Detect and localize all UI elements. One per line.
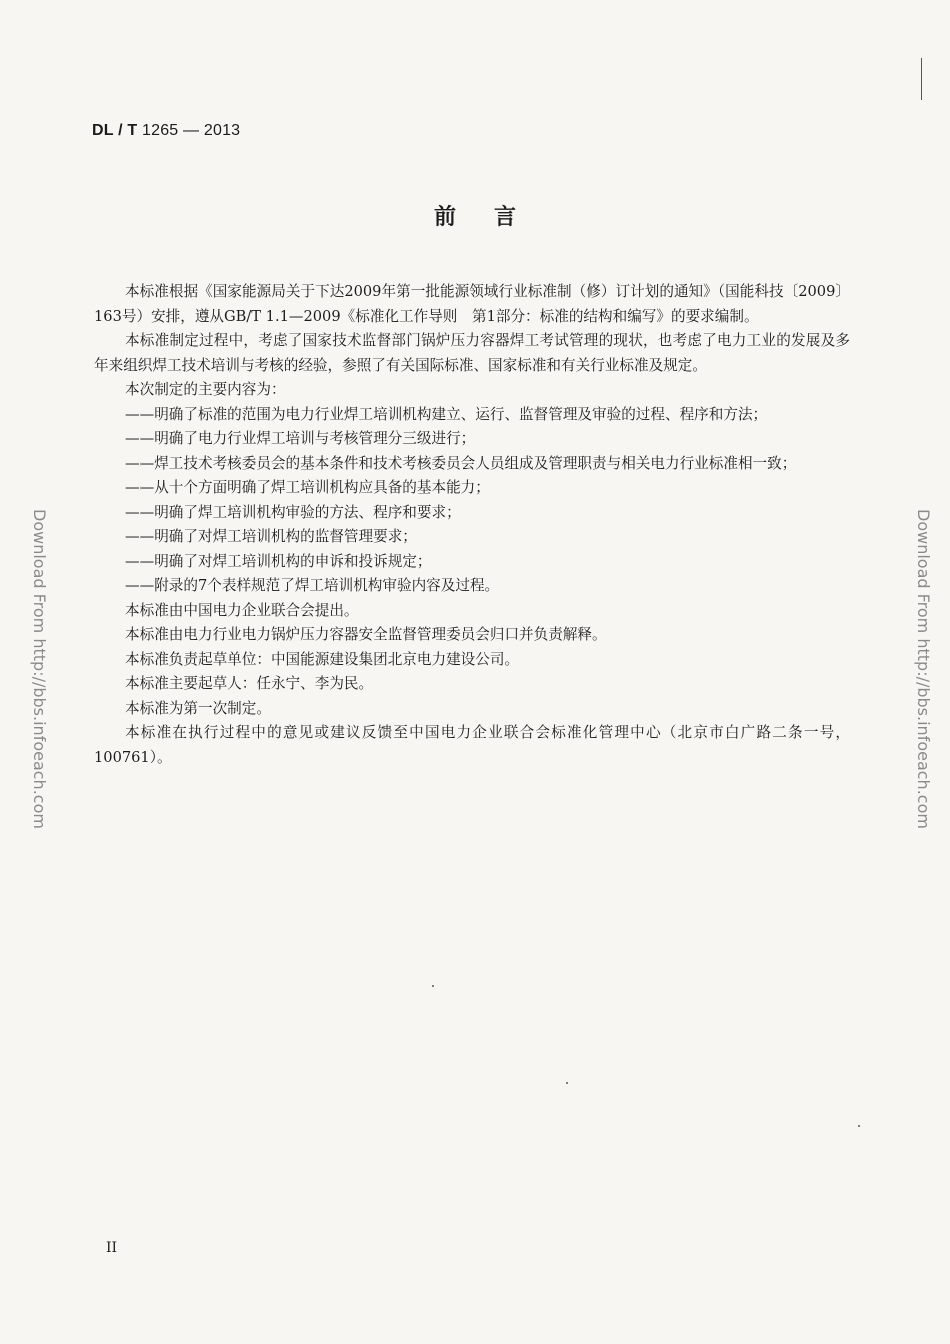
paragraph: 本标准由电力行业电力锅炉压力容器安全监督管理委员会归口并负责解释。 [125, 626, 607, 643]
scan-speck [432, 985, 434, 987]
list-item: ——明确了焊工培训机构审验的方法、程序和要求； [125, 503, 461, 521]
document-code [92, 122, 240, 140]
page-number: II [106, 1240, 118, 1256]
list-item: ——明确了对焊工培训机构的申诉和投诉规定； [125, 552, 432, 570]
list-item: ——明确了电力行业焊工培训与考核管理分三级进行； [125, 430, 476, 447]
scan-speck [566, 1082, 568, 1084]
preface-body [94, 280, 850, 770]
document-code-number: 1265 — 2013 [137, 122, 241, 139]
watermark-right: Download From http://bbs.infoeach.com [914, 509, 933, 829]
scan-speck [858, 1125, 860, 1127]
paragraph: 本标准主要起草人：任永宁、李为民。 [125, 675, 374, 692]
watermark-left: Download From http://bbs.infoeach.com [30, 509, 49, 829]
paragraph: 本标准由中国电力企业联合会提出。 [125, 601, 359, 619]
paragraph: 本标准根据《国家能源局关于下达2009年第一批能源领域行业标准制（修）订计划的通知》（国能科技〔2009〕163号）安排，遵从GB/T 1.1—2009《标准化工作导则 第1部分：标准的结构和编写》的要求编制。 [94, 283, 850, 325]
list-item: ——焊工技术考核委员会的基本条件和技术考核委员会人员组成及管理职责与相关电力行业标准相一致； [125, 454, 797, 472]
paragraph: 本次制定的主要内容为： [125, 381, 286, 398]
paragraph: 本标准为第一次制定。 [125, 699, 271, 717]
scan-edge-line [921, 58, 922, 100]
paragraph: 本标准在执行过程中的意见或建议反馈至中国电力企业联合会标准化管理中心（北京市白广路二条一号，100761）。 [94, 724, 850, 766]
paragraph: 本标准制定过程中，考虑了国家技术监督部门锅炉压力容器焊工考试管理的现状，也考虑了电力工业的发展及多年来组织焊工技术培训与考核的经验，参照了有关国际标准、国家标准和有关行业标准及规定。 [94, 332, 850, 374]
document-code-prefix: DL / T [92, 122, 138, 139]
list-item: ——附录的7个表样规范了焊工培训机构审验内容及过程。 [125, 577, 500, 594]
list-item: ——明确了标准的范围为电力行业焊工培训机构建立、运行、监督管理及审验的过程、程序和方法； [125, 405, 768, 423]
list-item: ——明确了对焊工培训机构的监督管理要求； [125, 528, 417, 545]
list-item: ——从十个方面明确了焊工培训机构应具备的基本能力； [125, 479, 490, 496]
paragraph: 本标准负责起草单位：中国能源建设集团北京电力建设公司。 [125, 650, 520, 668]
page-title: 前言 [433, 205, 554, 230]
